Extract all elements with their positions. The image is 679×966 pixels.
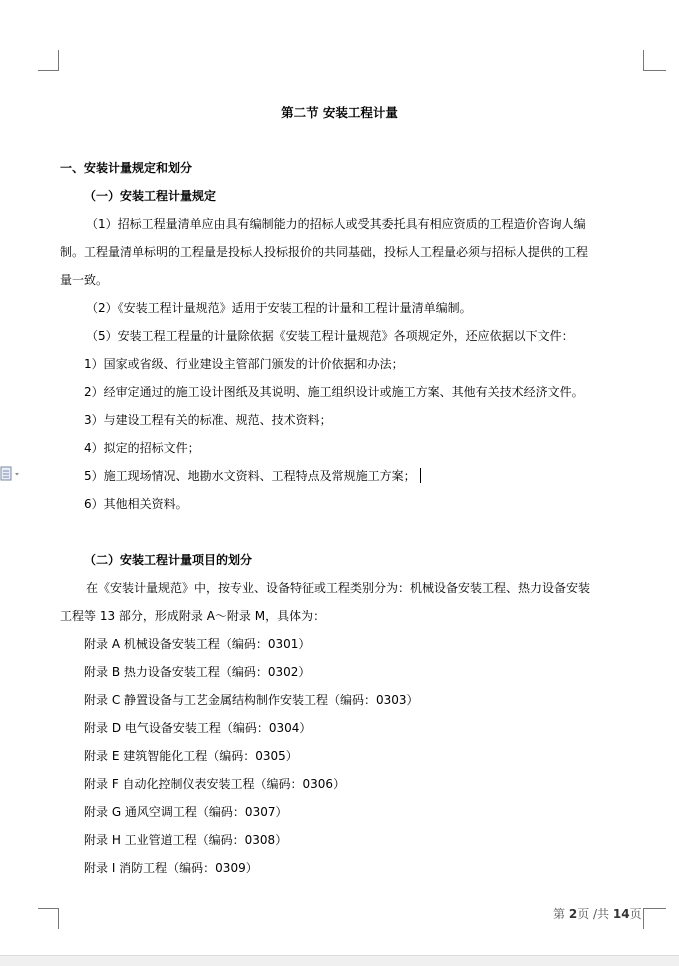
appendix-item: 附录 H 工业管道工程（编码：0308）	[84, 833, 288, 847]
list-item: 6）其他相关资料。	[84, 497, 188, 511]
list-item: 4）拟定的招标文件；	[84, 441, 200, 455]
paragraph-1-line-1: （1）招标工程量清单应由具有编制能力的招标人或受其委托具有相应资质的工程造价咨询人编	[86, 217, 586, 231]
appendix-item: 附录 D 电气设备安装工程（编码：0304）	[84, 721, 312, 735]
appendix-item: 附录 A 机械设备安装工程（编码：0301）	[84, 637, 311, 651]
page-mid: 页 /共	[577, 907, 610, 921]
margin-corner-bottom-left	[38, 908, 59, 929]
paragraph-5: （5）安装工程工程量的计量除依据《安装工程计量规范》各项规定外，还应依据以下文件：	[86, 329, 574, 343]
appendix-item: 附录 F 自动化控制仪表安装工程（编码：0306）	[84, 777, 346, 791]
page-prefix: 第	[553, 907, 566, 921]
margin-corner-top-left	[38, 50, 59, 71]
appendix-item: 附录 C 静置设备与工艺金属结构制作安装工程（编码：0303）	[84, 693, 419, 707]
page-number-footer	[553, 905, 642, 922]
list-item: 5）施工现场情况、地勘水文资料、工程特点及常规施工方案；	[84, 469, 416, 483]
appendix-item: 附录 E 建筑智能化工程（编码：0305）	[84, 749, 298, 763]
margin-corner-bottom-right	[643, 908, 666, 929]
intro-line-1: 在《安装计量规范》中，按专业、设备特征或工程类别分为：机械设备安装工程、热力设备安装	[86, 581, 591, 595]
appendix-item: 附录 B 热力设备安装工程（编码：0302）	[84, 665, 311, 679]
document-nav-icon[interactable]	[0, 466, 22, 482]
section-heading-1: 一、安装计量规定和划分	[60, 161, 193, 175]
appendix-item: 附录 G 通风空调工程（编码：0307）	[84, 805, 288, 819]
paragraph-1-line-3: 量一致。	[60, 273, 109, 287]
appendix-item: 附录 I 消防工程（编码：0309）	[84, 861, 258, 875]
paragraph-1-line-2: 制。工程量清单标明的工程量是投标人投标报价的共同基础，投标人工程量必须与招标人提供的工程	[60, 245, 589, 259]
bottom-strip	[0, 955, 679, 966]
page-title: 第二节 安装工程计量	[281, 105, 398, 120]
subsection-heading-2: （二）安装工程计量项目的划分	[84, 553, 253, 567]
page-total: 14	[612, 907, 630, 921]
list-item: 2）经审定通过的施工设计图纸及其说明、施工组织设计或施工方案、其他有关技术经济文件。	[84, 385, 584, 399]
page-number: 2	[568, 907, 578, 921]
text-cursor	[420, 468, 422, 483]
list-item: 3）与建设工程有关的标准、规范、技术资料；	[84, 413, 332, 427]
intro-line-2: 工程等 13 部分，形成附录 A～附录 M，具体为：	[60, 609, 326, 623]
list-item-with-cursor	[84, 468, 674, 484]
list-item: 1）国家或省级、行业建设主管部门颁发的计价依据和办法；	[84, 357, 404, 371]
subsection-heading-1: （一）安装工程计量规定	[84, 189, 217, 203]
page-suffix: 页	[629, 907, 642, 921]
margin-corner-top-right	[643, 50, 666, 71]
paragraph-2: （2）《安装工程计量规范》适用于安装工程的计量和工程计量清单编制。	[86, 301, 472, 315]
